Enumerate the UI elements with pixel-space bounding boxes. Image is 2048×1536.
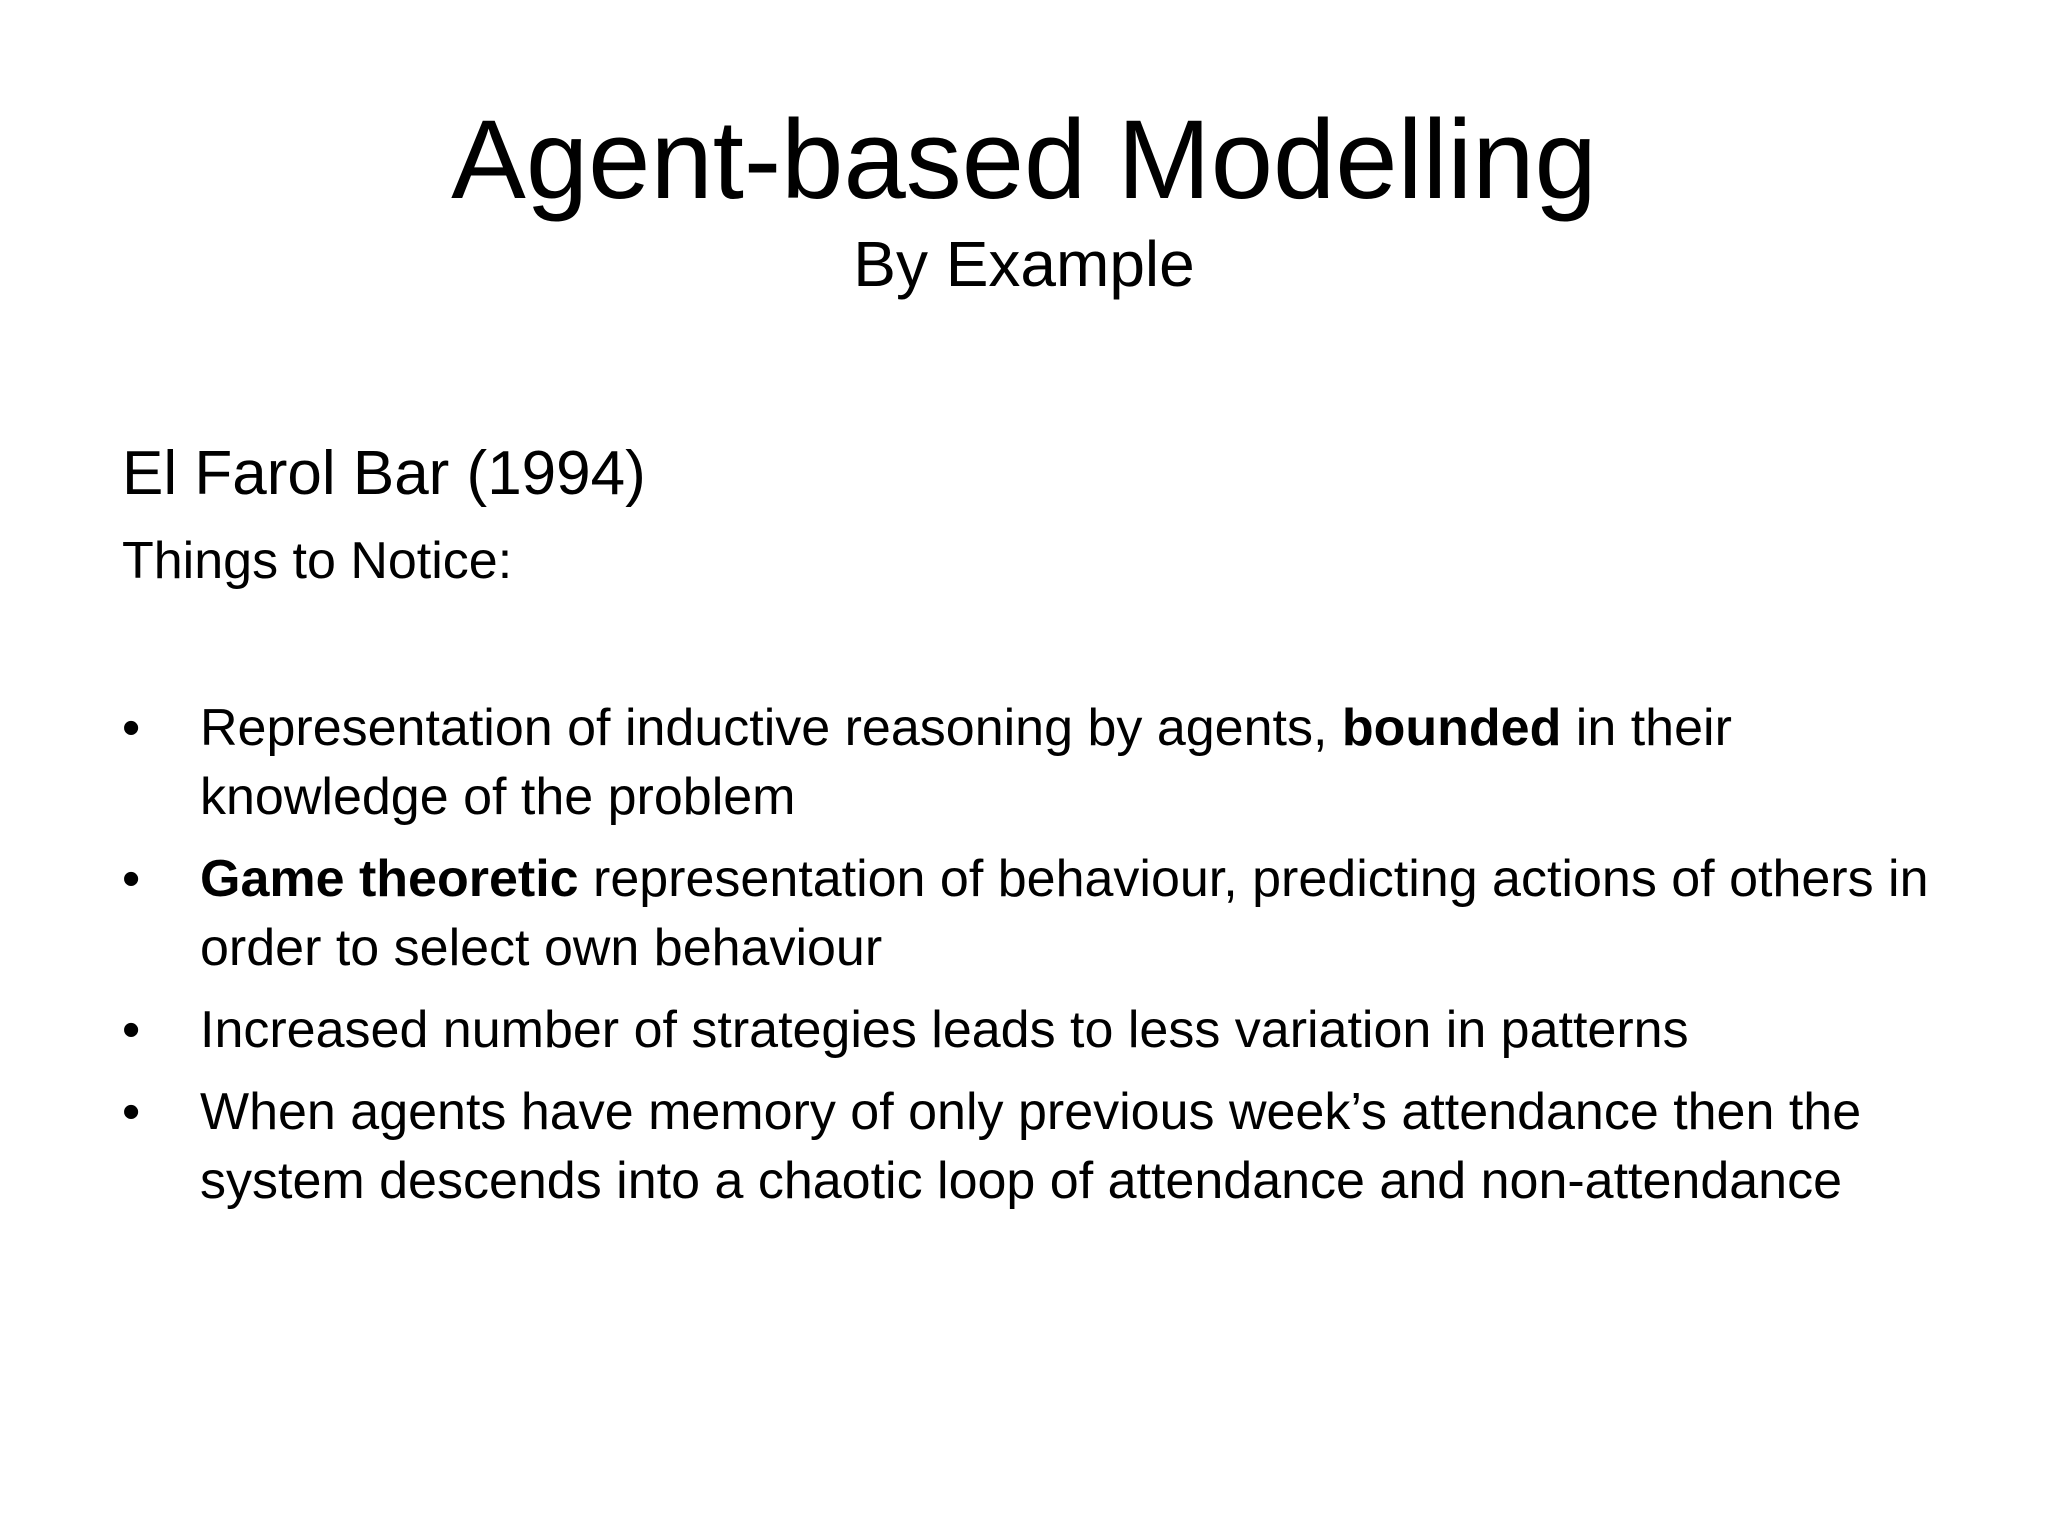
slide-subtitle: By Example [853,228,1195,300]
bullet-text-post: in their knowledge of the problem [200,699,1732,826]
slide-title: Agent-based Modelling [451,97,1597,222]
bullet-text-pre: When agents have memory of only previous week’s attendance then the system descends into a chaotic loop of attendance and non-attendance [200,1083,1862,1210]
bullet-icon: • [122,699,141,757]
bullet-text-pre: Increased number of strategies leads to less variation in patterns [200,1001,1689,1059]
bullet-text-post: representation of behaviour, predicting actions of others in order to select own behaviour [200,850,1929,977]
bullet-item-game-theoretic [122,845,1942,983]
bullet-list [122,694,1942,1229]
bullet-item-bounded-reasoning [122,694,1942,832]
bullet-icon: • [122,850,141,908]
section-heading: El Farol Bar (1994) [122,439,646,508]
bullet-text-bold: bounded [1341,699,1562,757]
bullet-item-memory [122,1078,1942,1216]
notice-label: Things to Notice: [122,532,513,590]
bullet-icon: • [122,1001,141,1059]
bullet-text-bold: Game theoretic [200,850,579,908]
bullet-text-pre: Representation of inductive reasoning by agents, [200,699,1342,757]
bullet-icon: • [122,1083,141,1141]
bullet-item-strategies [122,996,1942,1065]
